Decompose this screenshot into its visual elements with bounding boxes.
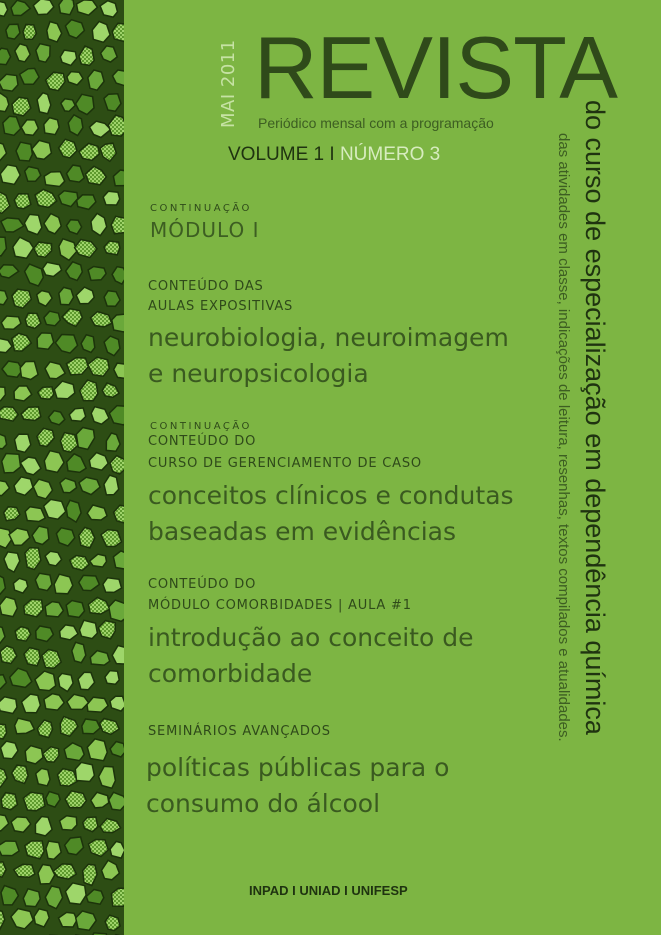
- mosaic-stone: [0, 841, 19, 856]
- mosaic-stone: [2, 454, 21, 473]
- mosaic-stone: [103, 578, 122, 593]
- mosaic-stone: [16, 142, 32, 161]
- section-4-kicker-1: CONTEÚDO DO: [148, 577, 257, 592]
- issue-date: MAI 2011: [218, 39, 239, 128]
- mosaic-stone: [75, 762, 94, 781]
- section-4-headline-line-1: introdução ao conceito de: [148, 623, 474, 652]
- mosaic-stone: [66, 601, 84, 618]
- section-3-kicker-2: CURSO DE GERENCIAMENTO DE CASO: [148, 456, 422, 471]
- magazine-title: REVISTA: [254, 18, 618, 117]
- mosaic-stone: [23, 792, 45, 811]
- mosaic-stone: [59, 287, 74, 304]
- mosaic-stone: [0, 697, 17, 714]
- section-3-headline-line-2: baseadas em evidências: [148, 517, 457, 546]
- section-2-headline-line-2: e neuropsicologia: [148, 359, 369, 388]
- mosaic-stone: [25, 167, 41, 182]
- magazine-subtitle: Periódico mensal com a programação: [258, 115, 494, 131]
- section-3-kicker-1: CONTEÚDO DO: [148, 434, 257, 449]
- mosaic-stone: [36, 768, 50, 785]
- mosaic-stone: [1, 793, 17, 810]
- mosaic-stone: [14, 194, 31, 209]
- section-2-kicker-2: AULAS EXPOSITIVAS: [148, 299, 294, 314]
- issue-number: NÚMERO 3: [339, 144, 441, 165]
- mosaic-stone: [109, 792, 124, 810]
- mosaic-stone: [105, 915, 120, 931]
- mosaic-stone: [23, 24, 36, 39]
- mosaic-stone: [15, 627, 31, 642]
- publisher-footer: INPAD I UNIAD I UNIFESP: [249, 883, 408, 898]
- mosaic-stone: [35, 573, 52, 590]
- mosaic-stone: [58, 769, 78, 787]
- volume-label: VOLUME 1: [228, 144, 325, 165]
- volume-separator: I: [329, 144, 335, 165]
- section-1-headline: MÓDULO I: [150, 218, 260, 242]
- section-4-kicker-2: MÓDULO COMORBIDADES | AULA #1: [148, 598, 412, 613]
- stone-mosaic-pattern: [0, 0, 124, 935]
- volume-issue: [228, 144, 440, 166]
- mosaic-stone: [20, 361, 38, 379]
- mosaic-stone: [103, 191, 120, 205]
- mosaic-stone: [36, 44, 50, 63]
- section-5-headline-line-1: políticas públicas para o: [146, 753, 450, 782]
- section-4-headline-line-2: comorbidade: [148, 659, 313, 688]
- section-3-headline-line-1: conceitos clínicos e condutas: [148, 481, 514, 510]
- section-1-kicker-small: CONTINUAÇÃO: [150, 203, 252, 214]
- mosaic-stone: [44, 172, 64, 187]
- section-5-headline-line-2: consumo do álcool: [146, 789, 381, 818]
- mosaic-stone: [80, 620, 98, 638]
- section-2-headline-line-1: neurobiologia, neuroimagem: [148, 323, 509, 352]
- vertical-course-title: do curso de especialização em dependência química: [580, 100, 610, 735]
- mosaic-stone: [25, 313, 41, 328]
- section-2-kicker-1: CONTEÚDO DAS: [148, 279, 264, 294]
- mosaic-stone: [72, 642, 86, 662]
- section-5-kicker-1: SEMINÁRIOS AVANÇADOS: [148, 724, 331, 739]
- mosaic-stone: [25, 841, 44, 859]
- vertical-course-subtitle: das atividades em classe, indicações de leitura, resenhas, textos compilados e atualidades.: [555, 133, 572, 742]
- section-3-kicker-small: CONTINUAÇÃO: [150, 421, 252, 432]
